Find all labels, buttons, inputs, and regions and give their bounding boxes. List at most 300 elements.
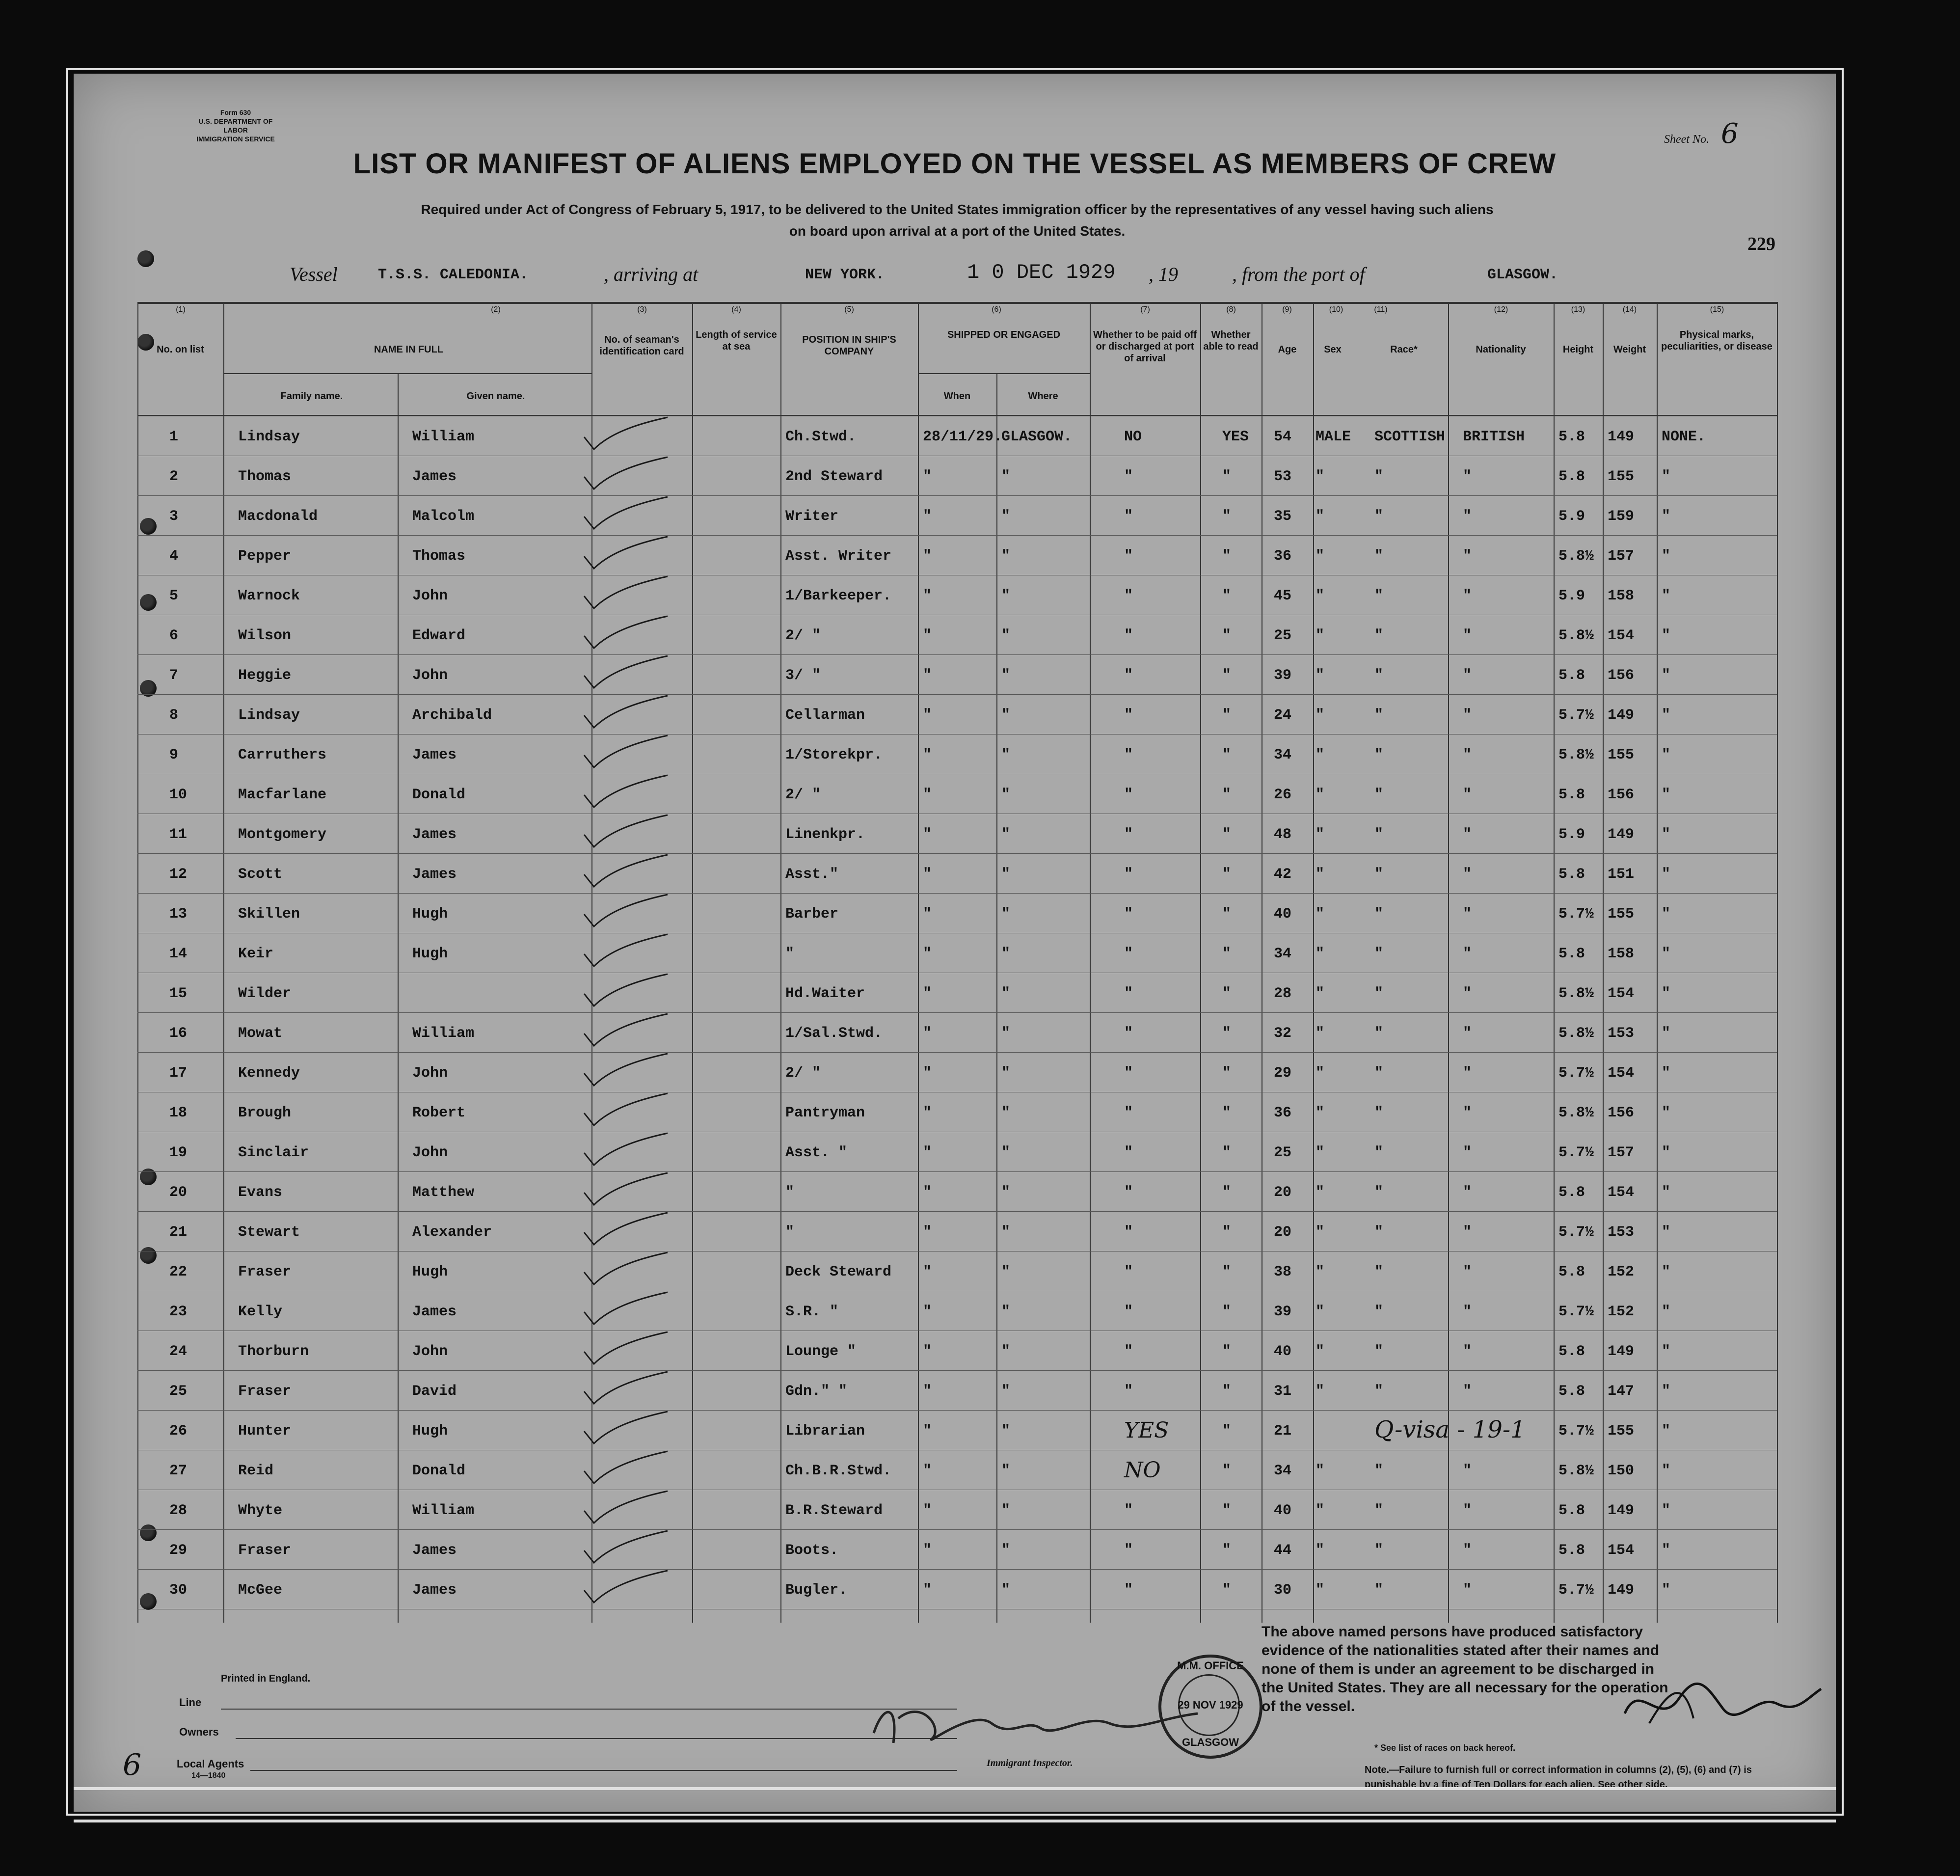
family-name: Keir xyxy=(238,946,274,962)
physical-marks: " xyxy=(1662,667,1671,684)
physical-marks: " xyxy=(1662,1542,1671,1559)
table-row xyxy=(137,1529,1777,1569)
family-name: Mowat xyxy=(238,1025,283,1042)
nationality: " xyxy=(1463,627,1472,644)
shipped-where: " xyxy=(1001,508,1011,525)
shipped-when: " xyxy=(923,906,932,923)
height: 5.7½ xyxy=(1558,707,1594,724)
shipped-when: " xyxy=(923,946,932,962)
paid-off: " xyxy=(1124,1105,1133,1121)
column-number: (8) xyxy=(1226,305,1236,314)
shipped-when: " xyxy=(923,1184,932,1201)
weight: 152 xyxy=(1608,1304,1635,1320)
nationality: " xyxy=(1463,866,1472,883)
table-row xyxy=(137,1052,1777,1092)
able-to-read: " xyxy=(1222,906,1232,923)
checkmark-icon xyxy=(579,455,672,494)
height: 5.8 xyxy=(1558,1264,1585,1280)
physical-marks: " xyxy=(1662,1264,1671,1280)
sex: " xyxy=(1316,1065,1325,1082)
sex: " xyxy=(1316,667,1325,684)
able-to-read: " xyxy=(1222,1264,1232,1280)
manifest-sheet xyxy=(74,74,1836,1812)
table-row xyxy=(137,1450,1777,1490)
age: 25 xyxy=(1274,1144,1292,1161)
family-name: Hunter xyxy=(238,1423,292,1440)
line-rule xyxy=(221,1709,957,1710)
table-row xyxy=(137,734,1777,774)
given-name: John xyxy=(412,1343,448,1360)
race: " xyxy=(1374,787,1384,803)
weight: 151 xyxy=(1608,866,1635,883)
nationality: " xyxy=(1463,1502,1472,1519)
shipped-where: " xyxy=(1001,787,1011,803)
paid-off: " xyxy=(1124,1502,1133,1519)
position: Deck Steward xyxy=(785,1264,892,1280)
column-number: (12) xyxy=(1494,305,1508,314)
column-number: (9) xyxy=(1282,305,1292,314)
age: 34 xyxy=(1274,1463,1292,1479)
column-header-given: Given name. xyxy=(466,391,525,402)
paid-off: " xyxy=(1124,866,1133,883)
table-row xyxy=(137,1569,1777,1609)
shipped-when: " xyxy=(923,1502,932,1519)
age: 38 xyxy=(1274,1264,1292,1280)
age: 42 xyxy=(1274,866,1292,883)
given-name: Hugh xyxy=(412,1423,448,1440)
vessel-name: T.S.S. CALEDONIA. xyxy=(378,267,529,283)
column-number: (15) xyxy=(1710,305,1724,314)
shipped-where: " xyxy=(1001,468,1011,485)
paid-off: " xyxy=(1124,1542,1133,1559)
shipped-when: " xyxy=(923,1343,932,1360)
shipped-where: " xyxy=(1001,946,1011,962)
row-number: 10 xyxy=(169,787,188,803)
height: 5.8½ xyxy=(1558,1463,1594,1479)
table-row xyxy=(137,1012,1777,1052)
shipped-where: " xyxy=(1001,627,1011,644)
nationality: " xyxy=(1463,1343,1472,1360)
nationality: " xyxy=(1463,1264,1472,1280)
nationality: " xyxy=(1463,787,1472,803)
column-header-able-read: Whether able to read xyxy=(1203,329,1259,352)
page-title: LIST OR MANIFEST OF ALIENS EMPLOYED ON THE VESSEL AS MEMBERS OF CREW xyxy=(353,148,1557,180)
weight: 152 xyxy=(1608,1264,1635,1280)
position: 2nd Steward xyxy=(785,468,883,485)
shipped-when: " xyxy=(923,667,932,684)
checkmark-icon xyxy=(579,852,672,892)
nationality: " xyxy=(1463,667,1472,684)
column-header-where: Where xyxy=(1028,391,1058,402)
given-name: John xyxy=(412,1065,448,1082)
shipped-when: " xyxy=(923,508,932,525)
sex: " xyxy=(1316,1463,1325,1479)
nationality: " xyxy=(1463,747,1472,763)
shipped-where: " xyxy=(1001,1582,1011,1599)
checkmark-icon xyxy=(579,1131,672,1170)
checkmark-icon xyxy=(579,653,672,693)
given-name: Edward xyxy=(412,627,466,644)
paid-off: " xyxy=(1124,1224,1133,1241)
weight: 156 xyxy=(1608,667,1635,684)
agents-rule xyxy=(250,1770,957,1771)
weight: 154 xyxy=(1608,627,1635,644)
height: 5.8 xyxy=(1558,1502,1585,1519)
physical-marks: " xyxy=(1662,1343,1671,1360)
weight: 150 xyxy=(1608,1463,1635,1479)
race: " xyxy=(1374,468,1384,485)
given-name: Donald xyxy=(412,1463,466,1479)
nationality: " xyxy=(1463,946,1472,962)
physical-marks: " xyxy=(1662,1423,1671,1440)
age: 40 xyxy=(1274,1502,1292,1519)
subtitle-line-2: on board upon arrival at a port of the United States. xyxy=(789,223,1126,239)
position: Cellarman xyxy=(785,707,865,724)
shipped-where: " xyxy=(1001,1463,1011,1479)
height: 5.7½ xyxy=(1558,1144,1594,1161)
weight: 154 xyxy=(1608,1184,1635,1201)
column-number: (7) xyxy=(1140,305,1150,314)
race: " xyxy=(1374,747,1384,763)
shipped-when: " xyxy=(923,707,932,724)
age: 28 xyxy=(1274,985,1292,1002)
physical-marks: " xyxy=(1662,468,1671,485)
able-to-read: " xyxy=(1222,1224,1232,1241)
race: " xyxy=(1374,1105,1384,1121)
race: " xyxy=(1374,1184,1384,1201)
shipped-when: " xyxy=(923,1383,932,1400)
form-header xyxy=(187,108,285,143)
race: " xyxy=(1374,1463,1384,1479)
able-to-read: YES xyxy=(1222,429,1249,445)
table-row xyxy=(137,1291,1777,1331)
shipped-when: " xyxy=(923,1423,932,1440)
family-name: McGee xyxy=(238,1582,283,1599)
shipped-where: " xyxy=(1001,548,1011,565)
sex: " xyxy=(1316,906,1325,923)
age: 40 xyxy=(1274,906,1292,923)
given-name: John xyxy=(412,667,448,684)
table-row xyxy=(137,694,1777,734)
family-name: Thorburn xyxy=(238,1343,309,1360)
age: 53 xyxy=(1274,468,1292,485)
nationality: " xyxy=(1463,1582,1472,1599)
race: " xyxy=(1374,707,1384,724)
shipped-where: " xyxy=(1001,1184,1011,1201)
physical-marks: " xyxy=(1662,1463,1671,1479)
able-to-read: " xyxy=(1222,1502,1232,1519)
race: " xyxy=(1374,985,1384,1002)
column-header-age: Age xyxy=(1278,344,1297,355)
age: 29 xyxy=(1274,1065,1292,1082)
table-row xyxy=(137,615,1777,654)
row-number: 24 xyxy=(169,1343,188,1360)
paid-off: " xyxy=(1124,1343,1133,1360)
checkmark-icon xyxy=(579,1250,672,1289)
checkmark-icon xyxy=(579,1528,672,1568)
inspector-signature xyxy=(864,1689,1208,1758)
checkmark-icon xyxy=(579,574,672,613)
from-port-label: , from the port of xyxy=(1232,263,1365,285)
column-header-family: Family name. xyxy=(280,391,343,402)
sex: " xyxy=(1316,787,1325,803)
position: Ch.Stwd. xyxy=(785,429,857,445)
row-number: 17 xyxy=(169,1065,188,1082)
sex: " xyxy=(1316,1304,1325,1320)
sex: " xyxy=(1316,468,1325,485)
position: 1/Barkeeper. xyxy=(785,588,892,604)
subtitle-line-1: Required under Act of Congress of February 5, 1917, to be delivered to the United States immigration officer by the representatives of any vessel having such aliens xyxy=(421,202,1494,217)
shipped-when: 28/11/29. xyxy=(923,429,1003,445)
weight: 156 xyxy=(1608,787,1635,803)
arrival-port: NEW YORK. xyxy=(805,267,885,283)
sex: MALE xyxy=(1316,429,1351,445)
given-name: James xyxy=(412,747,457,763)
family-name: Scott xyxy=(238,866,283,883)
race: " xyxy=(1374,1542,1384,1559)
agent-signature xyxy=(1620,1669,1826,1733)
shipped-where: " xyxy=(1001,1105,1011,1121)
able-to-read: " xyxy=(1222,1582,1232,1599)
nationality: " xyxy=(1463,707,1472,724)
column-number: (11) xyxy=(1374,305,1388,314)
able-to-read: " xyxy=(1222,1144,1232,1161)
table-row xyxy=(137,933,1777,973)
paid-off: " xyxy=(1124,985,1133,1002)
family-name: Brough xyxy=(238,1105,292,1121)
weight: 149 xyxy=(1608,826,1635,843)
able-to-read: " xyxy=(1222,826,1232,843)
shipped-when: " xyxy=(923,1144,932,1161)
nationality: " xyxy=(1463,468,1472,485)
shipped-when: " xyxy=(923,1025,932,1042)
row-number: 9 xyxy=(169,747,179,763)
height: 5.7½ xyxy=(1558,1304,1594,1320)
race: " xyxy=(1374,508,1384,525)
position: B.R.Steward xyxy=(785,1502,883,1519)
nationality: " xyxy=(1463,508,1472,525)
position: Lounge " xyxy=(785,1343,857,1360)
position: Bugler. xyxy=(785,1582,848,1599)
column-number: (10) xyxy=(1329,305,1343,314)
physical-marks: " xyxy=(1662,826,1671,843)
able-to-read: " xyxy=(1222,1423,1232,1440)
given-name: Archibald xyxy=(412,707,492,724)
sex: " xyxy=(1316,588,1325,604)
age: 36 xyxy=(1274,548,1292,565)
sex: " xyxy=(1316,1144,1325,1161)
checkmark-icon xyxy=(579,1170,672,1210)
position: Pantryman xyxy=(785,1105,865,1121)
sex: " xyxy=(1316,1184,1325,1201)
line-label: Line xyxy=(179,1696,202,1709)
paid-off: YES xyxy=(1124,1418,1169,1443)
shipped-where: " xyxy=(1001,866,1011,883)
checkmark-icon xyxy=(579,773,672,812)
checkmark-icon xyxy=(579,733,672,772)
age: 34 xyxy=(1274,946,1292,962)
nationality: " xyxy=(1463,1463,1472,1479)
row-number: 23 xyxy=(169,1304,188,1320)
shipped-when: " xyxy=(923,468,932,485)
paid-off: " xyxy=(1124,1582,1133,1599)
shipped-where: " xyxy=(1001,1542,1011,1559)
shipped-when: " xyxy=(923,1463,932,1479)
checkmark-icon xyxy=(579,494,672,534)
height: 5.8½ xyxy=(1558,627,1594,644)
shipped-when: " xyxy=(923,826,932,843)
height: 5.8 xyxy=(1558,946,1585,962)
family-name: Wilson xyxy=(238,627,292,644)
height: 5.7½ xyxy=(1558,1224,1594,1241)
shipped-when: " xyxy=(923,985,932,1002)
position: 1/Storekpr. xyxy=(785,747,883,763)
table-row xyxy=(137,1410,1777,1450)
shipped-when: " xyxy=(923,747,932,763)
given-name: Malcolm xyxy=(412,508,475,525)
position: Boots. xyxy=(785,1542,839,1559)
given-name: John xyxy=(412,1144,448,1161)
paid-off: " xyxy=(1124,1383,1133,1400)
family-name: Fraser xyxy=(238,1542,292,1559)
family-name: Lindsay xyxy=(238,707,300,724)
paper-edge xyxy=(74,1787,1836,1822)
row-number: 5 xyxy=(169,588,179,604)
checkmark-icon xyxy=(579,1091,672,1130)
paid-off: " xyxy=(1124,588,1133,604)
shipped-where: " xyxy=(1001,1224,1011,1241)
given-name: Hugh xyxy=(412,906,448,923)
paid-off: " xyxy=(1124,747,1133,763)
column-header-marks: Physical marks, peculiarities, or disease xyxy=(1661,329,1772,352)
shipped-when: " xyxy=(923,1065,932,1082)
able-to-read: " xyxy=(1222,1343,1232,1360)
position: 2/ " xyxy=(785,627,821,644)
sex: " xyxy=(1316,866,1325,883)
physical-marks: " xyxy=(1662,1105,1671,1121)
stamp-top-text: M.M. OFFICE xyxy=(1177,1659,1244,1672)
given-name: John xyxy=(412,588,448,604)
column-number: (13) xyxy=(1571,305,1585,314)
family-name: Kennedy xyxy=(238,1065,300,1082)
table-row xyxy=(137,1490,1777,1529)
paid-off: " xyxy=(1124,508,1133,525)
from-port: GLASGOW. xyxy=(1487,267,1558,283)
shipped-where: " xyxy=(1001,588,1011,604)
checkmark-icon xyxy=(579,892,672,931)
shipped-when: " xyxy=(923,588,932,604)
physical-marks: " xyxy=(1662,747,1671,763)
paid-off: NO xyxy=(1124,429,1142,445)
position: Asst." xyxy=(785,866,839,883)
physical-marks: " xyxy=(1662,508,1671,525)
position: Barber xyxy=(785,906,839,923)
physical-marks: " xyxy=(1662,627,1671,644)
physical-marks: " xyxy=(1662,1065,1671,1082)
paid-off: " xyxy=(1124,548,1133,565)
physical-marks: " xyxy=(1662,707,1671,724)
family-name: Stewart xyxy=(238,1224,300,1241)
paid-off: " xyxy=(1124,468,1133,485)
shipped-when: " xyxy=(923,1264,932,1280)
row-number: 3 xyxy=(169,508,179,525)
age: 32 xyxy=(1274,1025,1292,1042)
sex: " xyxy=(1316,1582,1325,1599)
weight: 157 xyxy=(1608,1144,1635,1161)
row-number: 22 xyxy=(169,1264,188,1280)
able-to-read: " xyxy=(1222,1025,1232,1042)
shipped-when: " xyxy=(923,627,932,644)
row-number: 7 xyxy=(169,667,179,684)
race: " xyxy=(1374,548,1384,565)
age: 20 xyxy=(1274,1224,1292,1241)
position: Asst. Writer xyxy=(785,548,892,565)
weight: 149 xyxy=(1608,429,1635,445)
able-to-read: " xyxy=(1222,627,1232,644)
table-row xyxy=(137,853,1777,893)
family-name: Kelly xyxy=(238,1304,283,1320)
shipped-where: " xyxy=(1001,1025,1011,1042)
checkmark-icon xyxy=(579,1011,672,1051)
paid-off: " xyxy=(1124,667,1133,684)
weight: 156 xyxy=(1608,1105,1635,1121)
table-row xyxy=(137,1092,1777,1132)
sex: " xyxy=(1316,1025,1325,1042)
nationality: " xyxy=(1463,1144,1472,1161)
height: 5.8 xyxy=(1558,1184,1585,1201)
family-name: Pepper xyxy=(238,548,292,565)
weight: 153 xyxy=(1608,1025,1635,1042)
row-number: 30 xyxy=(169,1582,188,1599)
shipped-where: " xyxy=(1001,1383,1011,1400)
paid-off: " xyxy=(1124,946,1133,962)
row-number: 1 xyxy=(169,429,179,445)
family-name: Wilder xyxy=(238,985,292,1002)
physical-marks: " xyxy=(1662,1224,1671,1241)
row-number: 20 xyxy=(169,1184,188,1201)
family-name: Lindsay xyxy=(238,429,300,445)
able-to-read: " xyxy=(1222,548,1232,565)
declaration-text: The above named persons have produced satisfactory evidence of the nationalities stated after their names and none of them is under an agreement to be discharged in the United States. They are all necessary for the operation of the vessel. xyxy=(1262,1624,1668,1714)
nationality: " xyxy=(1463,548,1472,565)
owners-label: Owners xyxy=(179,1726,219,1738)
sheet-value: 6 xyxy=(1720,118,1739,150)
given-name: James xyxy=(412,1542,457,1559)
height: 5.8 xyxy=(1558,468,1585,485)
form-number: Form 630 xyxy=(220,109,251,116)
nationality: " xyxy=(1463,826,1472,843)
position: Hd.Waiter xyxy=(785,985,865,1002)
table-row xyxy=(137,893,1777,933)
table-row xyxy=(137,1132,1777,1171)
column-header-sex: Sex xyxy=(1324,344,1342,355)
able-to-read: " xyxy=(1222,1463,1232,1479)
able-to-read: " xyxy=(1222,946,1232,962)
row-number: 27 xyxy=(169,1463,188,1479)
table-row xyxy=(137,495,1777,535)
column-header-no: No. on list xyxy=(157,344,204,355)
age: 39 xyxy=(1274,1304,1292,1320)
height: 5.8 xyxy=(1558,667,1585,684)
checkmark-icon xyxy=(579,1290,672,1329)
age: 45 xyxy=(1274,588,1292,604)
shipped-where: " xyxy=(1001,707,1011,724)
race: " xyxy=(1374,866,1384,883)
paid-off: " xyxy=(1124,787,1133,803)
inspector-label: Immigrant Inspector. xyxy=(987,1758,1073,1768)
checkmark-icon xyxy=(579,813,672,852)
agents-code: 14—1840 xyxy=(191,1771,226,1780)
